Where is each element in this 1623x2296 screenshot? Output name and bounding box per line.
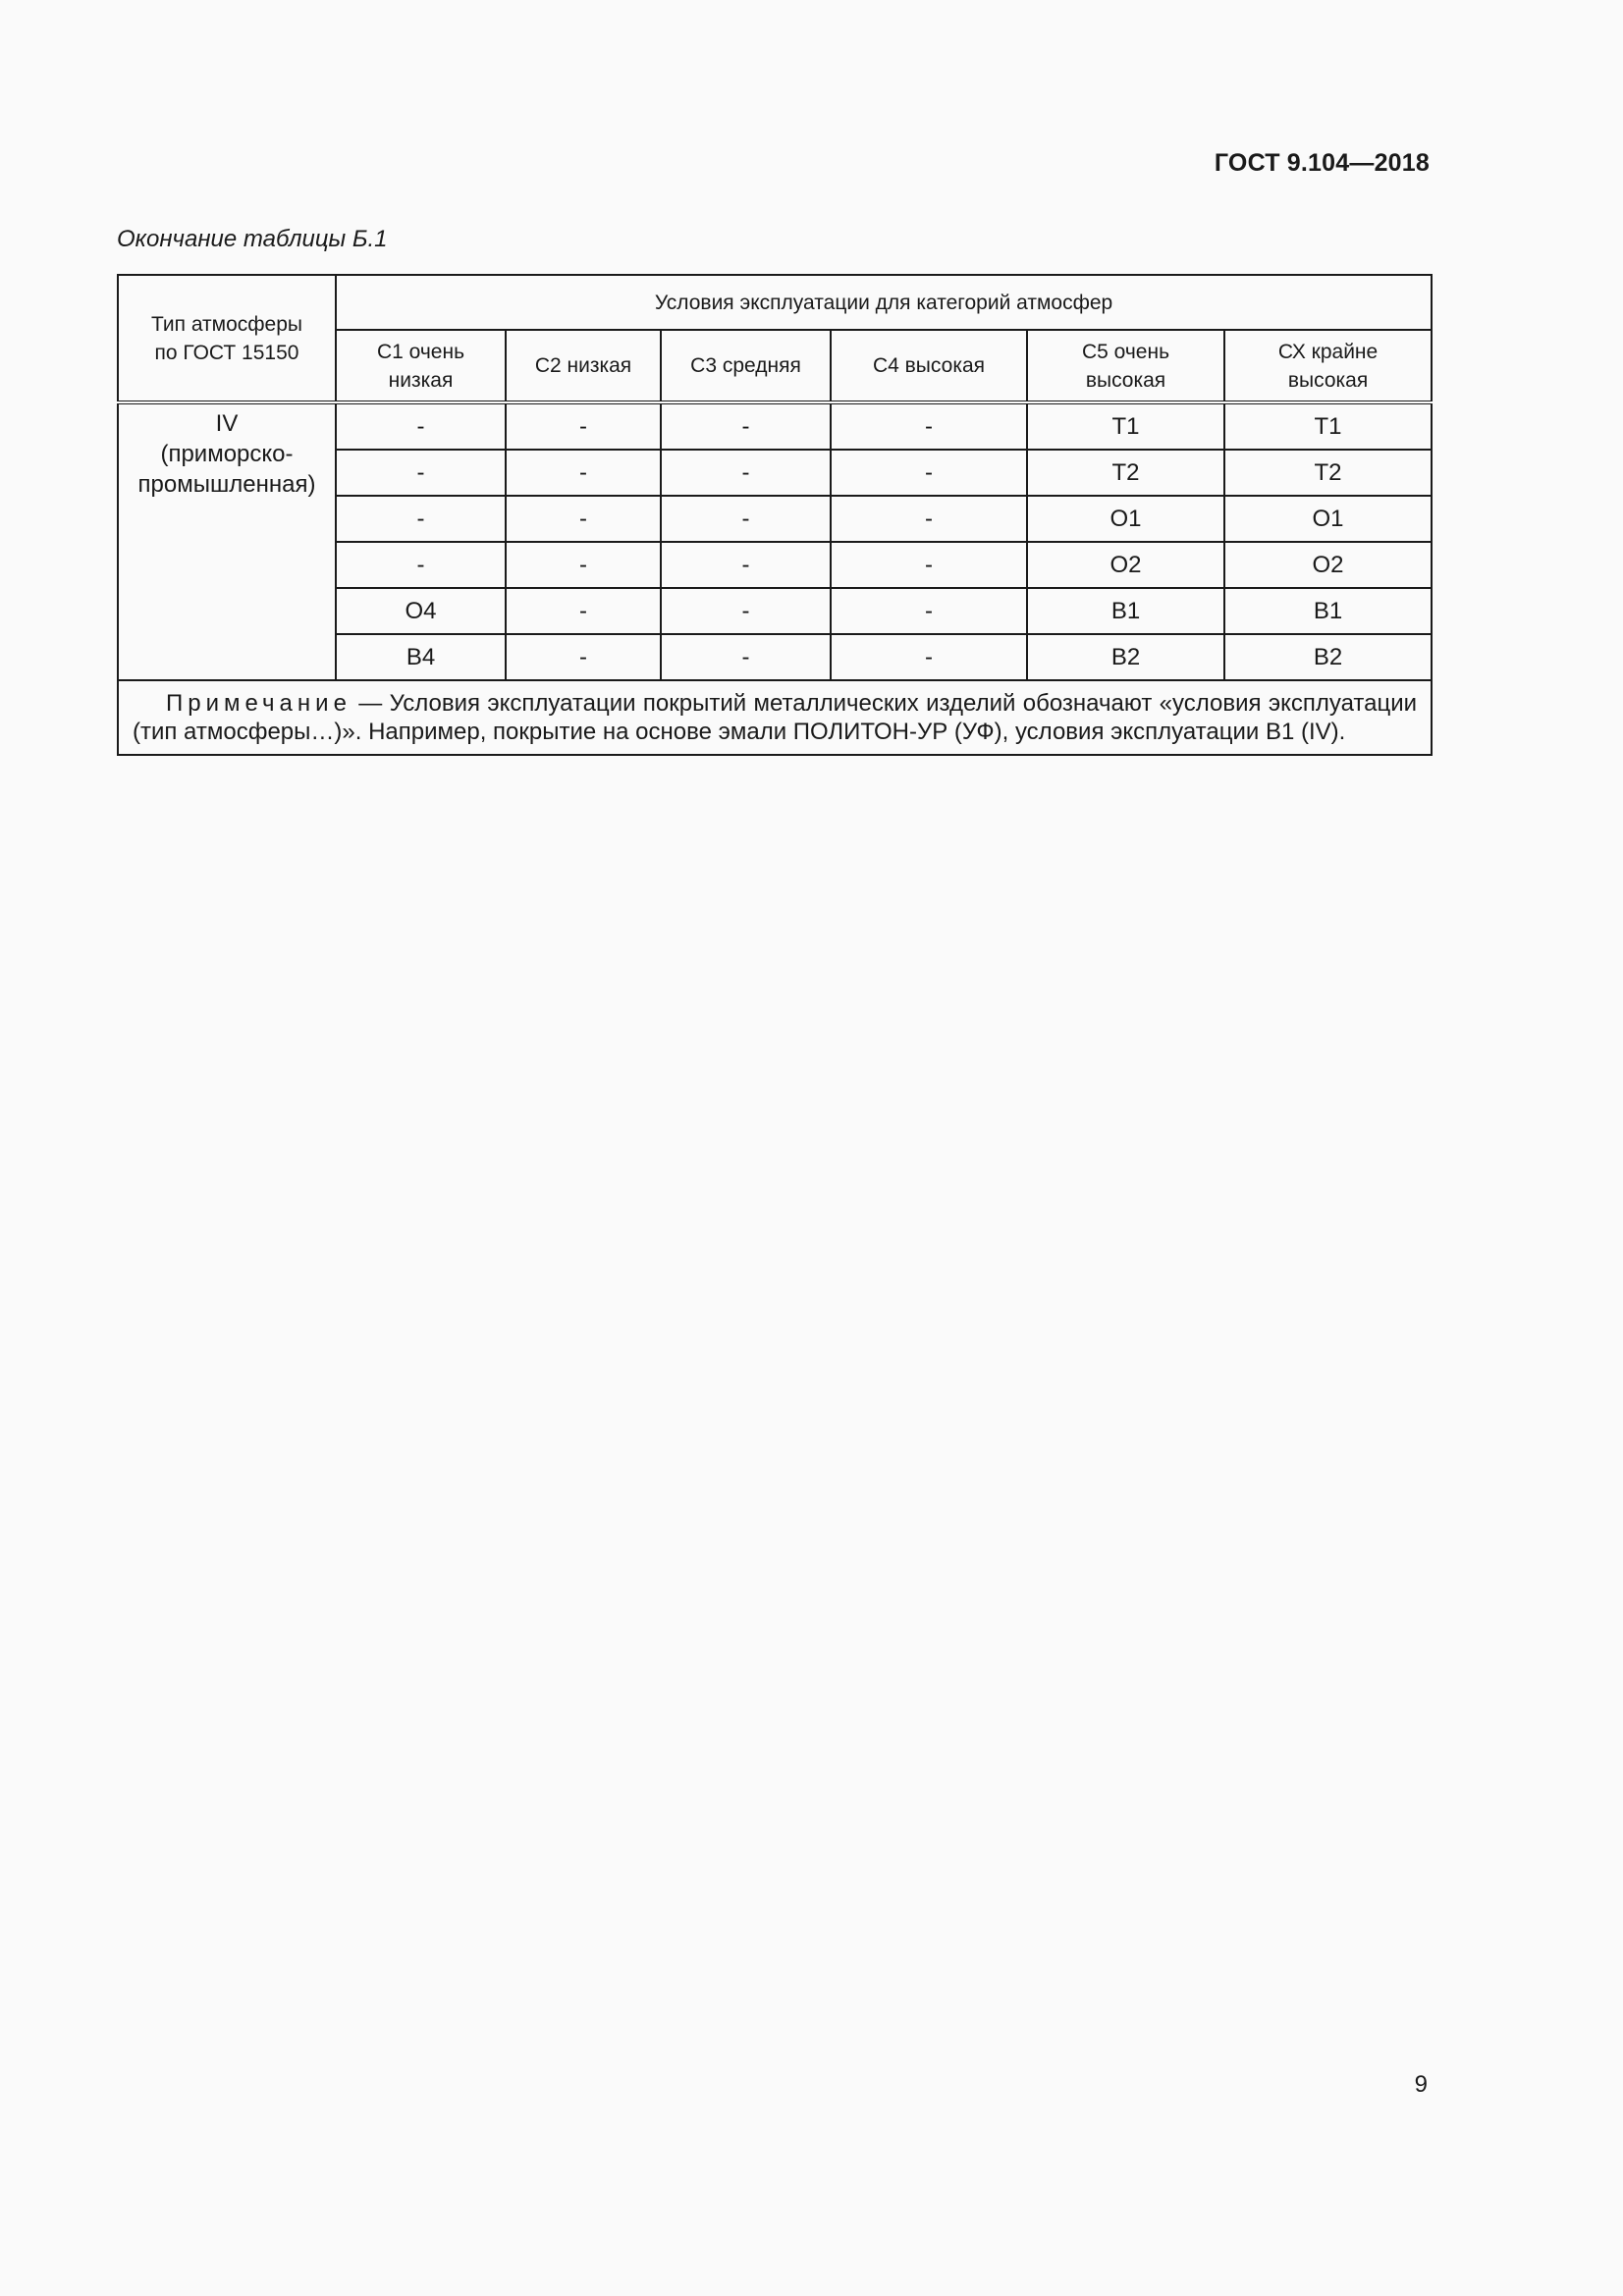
- column-header-c2-label: С2 низкая: [534, 354, 632, 377]
- table-cell: -: [661, 542, 831, 588]
- conditions-header: Условия эксплуатации для категорий атмосфер: [336, 275, 1432, 330]
- table-cell: -: [506, 588, 661, 634]
- table-cell: -: [506, 402, 661, 450]
- column-header-c3: [661, 330, 831, 402]
- table-cell: Т1: [1224, 402, 1432, 450]
- table-cell: В1: [1224, 588, 1432, 634]
- table-cell: -: [336, 402, 506, 450]
- table-cell: О2: [1027, 542, 1224, 588]
- type-header-line-1: Тип атмосферы: [150, 312, 303, 336]
- column-header-cx: [1224, 330, 1432, 402]
- table-cell: -: [661, 450, 831, 496]
- table-cell: В2: [1224, 634, 1432, 680]
- column-header-c4-label: С4 высокая: [872, 354, 986, 377]
- type-header: [118, 275, 336, 402]
- column-header-c1: [336, 330, 506, 402]
- table-cell: -: [336, 496, 506, 542]
- document-code: ГОСТ 9.104—2018: [1214, 149, 1430, 177]
- column-header-c3-label: С3 средняя: [690, 354, 801, 377]
- table-cell: О2: [1224, 542, 1432, 588]
- column-header-c2: [506, 330, 661, 402]
- table-cell: -: [336, 542, 506, 588]
- atmosphere-type-name-line-2: промышленная): [137, 471, 316, 498]
- table-cell: -: [831, 402, 1027, 450]
- table-cell: В4: [336, 634, 506, 680]
- note-text: — Условия эксплуатации покрытий металлических изделий обозначают «условия эксплуатации (тип атмосферы…)». Например, покрытие на основе эмали ПОЛИТОН-УР (УФ), условия эксплуатации В1 (IV).: [133, 690, 1418, 745]
- table-cell: В1: [1027, 588, 1224, 634]
- column-header-c5-line-1: С5 очень: [1081, 340, 1170, 363]
- table-cell: -: [661, 588, 831, 634]
- table-cell: О4: [336, 588, 506, 634]
- atmosphere-type-name-line-1: (приморско-: [160, 441, 294, 467]
- table-cell: -: [506, 496, 661, 542]
- table-cell: -: [661, 402, 831, 450]
- table-cell: -: [831, 450, 1027, 496]
- column-header-cx-line-2: высокая: [1287, 368, 1369, 392]
- table-cell: Т2: [1027, 450, 1224, 496]
- table-cell: -: [336, 450, 506, 496]
- table-note: [118, 680, 1432, 755]
- table-cell: -: [506, 542, 661, 588]
- table-caption: Окончание таблицы Б.1: [117, 226, 388, 252]
- table-cell: О1: [1224, 496, 1432, 542]
- column-header-c5-line-2: высокая: [1085, 368, 1166, 392]
- column-header-c1-line-2: низкая: [388, 368, 454, 392]
- table-cell: -: [661, 496, 831, 542]
- note-row: [118, 680, 1432, 755]
- table-cell: -: [831, 634, 1027, 680]
- table-cell: -: [831, 542, 1027, 588]
- page-number: 9: [1414, 2071, 1428, 2098]
- table-row: [118, 402, 1432, 450]
- table-cell: -: [506, 450, 661, 496]
- atmosphere-type-cell: [118, 402, 336, 680]
- table-cell: В2: [1027, 634, 1224, 680]
- atmosphere-type-code: IV: [215, 410, 239, 437]
- column-header-c4: [831, 330, 1027, 402]
- table-cell: -: [831, 496, 1027, 542]
- table-cell: -: [661, 634, 831, 680]
- table-cell: Т2: [1224, 450, 1432, 496]
- table-cell: О1: [1027, 496, 1224, 542]
- type-header-line-2: по ГОСТ 15150: [154, 341, 299, 364]
- column-header-c5: [1027, 330, 1224, 402]
- conditions-table: [117, 274, 1433, 756]
- note-label: Примечание: [166, 690, 352, 717]
- column-header-c1-line-1: С1 очень: [376, 340, 465, 363]
- column-header-cx-line-1: СХ крайне: [1277, 340, 1379, 363]
- table-cell: Т1: [1027, 402, 1224, 450]
- table-cell: -: [506, 634, 661, 680]
- table-cell: -: [831, 588, 1027, 634]
